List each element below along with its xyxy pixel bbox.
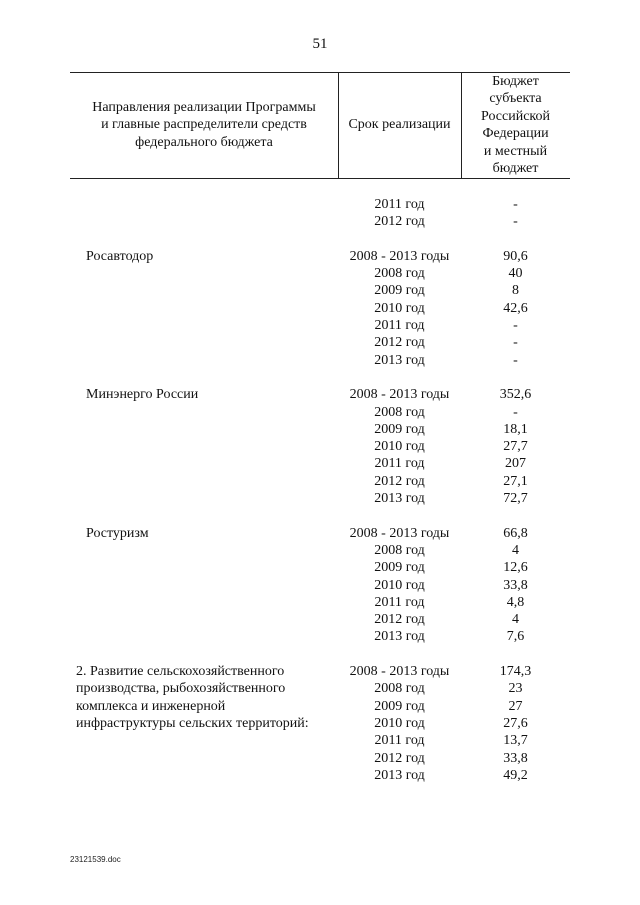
table-row [70, 732, 570, 749]
row-period: 2013 год [374, 352, 425, 368]
row-period: 2013 год [374, 767, 425, 783]
row-budget-value: - [513, 335, 518, 351]
table-body [70, 196, 570, 784]
column-header-period: Срок реализации [348, 117, 451, 133]
row-period: 2012 год [374, 473, 425, 489]
row-period: 2013 год [374, 629, 425, 645]
row-period: 2008 год [374, 542, 425, 558]
row-budget-value: 33,8 [503, 750, 528, 766]
row-budget-value: 49,2 [503, 767, 528, 783]
row-direction-text [70, 282, 338, 299]
row-direction-text [70, 213, 338, 230]
row-period: 2011 год [374, 594, 425, 610]
table-group [70, 386, 570, 507]
table-row [70, 317, 570, 334]
table-row [70, 525, 570, 542]
row-budget-value: 42,6 [503, 300, 528, 316]
row-direction-text [70, 750, 338, 767]
row-direction-text [70, 404, 338, 421]
table-group [70, 248, 570, 369]
row-budget-value: 27 [508, 698, 523, 714]
row-period: 2011 год [374, 197, 425, 212]
row-period: 2012 год [374, 335, 425, 351]
table-row [70, 767, 570, 784]
row-budget-value: 18,1 [503, 421, 528, 437]
row-direction-text: 2. Развитие сельскохозяйственного [76, 664, 285, 680]
row-direction-text [70, 594, 338, 611]
table-row [70, 213, 570, 230]
row-budget-value: 23 [508, 681, 523, 697]
page-number: 51 [312, 36, 328, 52]
table-row [70, 680, 570, 697]
row-budget-value: 7,6 [506, 629, 525, 645]
row-direction-text: Росавтодор [86, 248, 154, 264]
row-budget-value: - [513, 352, 518, 368]
row-budget-value: 40 [508, 266, 523, 282]
table-row [70, 352, 570, 369]
row-direction-text: Ростуризм [86, 525, 149, 541]
row-direction-text [70, 300, 338, 317]
row-budget-value: 90,6 [503, 248, 528, 264]
table-row [70, 455, 570, 472]
row-budget-value: 13,7 [503, 733, 528, 749]
row-budget-value: - [513, 214, 518, 230]
row-period: 2011 год [374, 733, 425, 749]
table-header-bottom-rule [70, 178, 570, 179]
row-period: 2012 год [374, 612, 425, 628]
row-period: 2009 год [374, 698, 425, 714]
row-direction-text [70, 767, 338, 784]
row-period: 2010 год [374, 439, 425, 455]
row-budget-value: 4,8 [506, 594, 525, 610]
row-direction-text [70, 421, 338, 438]
table-row [70, 663, 570, 680]
row-budget-value: 12,6 [503, 560, 528, 576]
row-direction-text [70, 334, 338, 351]
row-direction-text [70, 455, 338, 472]
row-budget-value: 27,7 [503, 439, 528, 455]
table-row [70, 698, 570, 715]
row-period: 2012 год [374, 214, 425, 230]
row-direction-text [70, 611, 338, 628]
row-budget-value: 4 [512, 542, 519, 558]
row-period: 2010 год [374, 715, 425, 731]
row-budget-value: 27,1 [503, 473, 528, 489]
row-direction-text [70, 732, 338, 749]
group-spacer [70, 231, 570, 248]
row-period: 2008 год [374, 266, 425, 282]
table-row [70, 404, 570, 421]
row-period: 2009 год [374, 560, 425, 576]
table-row [70, 265, 570, 282]
table-row [70, 611, 570, 628]
row-direction-text [70, 196, 338, 213]
row-direction-text: Минэнерго России [86, 387, 199, 403]
row-budget-value: - [513, 197, 518, 212]
row-direction-text [70, 559, 338, 576]
table-row [70, 594, 570, 611]
table-row [70, 750, 570, 767]
row-budget-value: 27,6 [503, 715, 528, 731]
row-period: 2008 - 2013 годы [349, 387, 450, 403]
row-period: 2009 год [374, 421, 425, 437]
group-spacer [70, 646, 570, 663]
table-group [70, 196, 570, 231]
row-direction-text: комплекса и инженерной [76, 698, 226, 714]
row-direction-text: производства, рыбохозяйственного [76, 681, 286, 697]
table-row [70, 334, 570, 351]
row-period: 2008 год [374, 404, 425, 420]
row-direction-text [70, 542, 338, 559]
row-period: 2010 год [374, 577, 425, 593]
row-period: 2008 - 2013 годы [349, 248, 450, 264]
row-direction-text [70, 265, 338, 282]
column-header-direction: Направления реализации Программы и главные распределители средств федерального бюджета [92, 99, 316, 150]
table-row [70, 421, 570, 438]
table-row [70, 248, 570, 265]
row-direction-text [70, 317, 338, 334]
table-group [70, 525, 570, 646]
row-period: 2008 - 2013 годы [349, 664, 450, 680]
row-budget-value: 207 [505, 456, 526, 472]
group-spacer [70, 507, 570, 524]
row-budget-value: 72,7 [503, 491, 528, 507]
row-budget-value: 174,3 [499, 664, 532, 680]
row-budget-value: 352,6 [499, 387, 532, 403]
table-row [70, 438, 570, 455]
row-budget-value: 33,8 [503, 577, 528, 593]
table-row [70, 715, 570, 732]
row-budget-value: 4 [512, 612, 519, 628]
row-direction-text [70, 473, 338, 490]
table-row [70, 490, 570, 507]
row-budget-value: 8 [512, 283, 519, 299]
table-row [70, 628, 570, 645]
row-direction-text [70, 352, 338, 369]
table-row [70, 577, 570, 594]
table-row [70, 386, 570, 403]
row-period: 2008 - 2013 годы [349, 525, 450, 541]
row-period: 2011 год [374, 318, 425, 334]
row-budget-value: 66,8 [503, 525, 528, 541]
table-row [70, 559, 570, 576]
row-budget-value: - [513, 404, 518, 420]
row-period: 2008 год [374, 681, 425, 697]
column-header-budget: Бюджет субъекта Российской Федерации и местный бюджет [481, 73, 550, 176]
table-row [70, 473, 570, 490]
table-row [70, 282, 570, 299]
row-period: 2013 год [374, 491, 425, 507]
table-row [70, 300, 570, 317]
row-direction-text: инфраструктуры сельских территорий: [76, 715, 309, 731]
row-period: 2011 год [374, 456, 425, 472]
table-group [70, 663, 570, 784]
row-period: 2009 год [374, 283, 425, 299]
row-period: 2010 год [374, 300, 425, 316]
group-spacer [70, 369, 570, 386]
row-direction-text [70, 490, 338, 507]
row-direction-text [70, 577, 338, 594]
row-direction-text [70, 438, 338, 455]
row-period: 2012 год [374, 750, 425, 766]
table-row [70, 196, 570, 213]
row-direction-text [70, 628, 338, 645]
table-row [70, 542, 570, 559]
row-budget-value: - [513, 318, 518, 334]
document-file-name: 23121539.doc [70, 855, 121, 864]
